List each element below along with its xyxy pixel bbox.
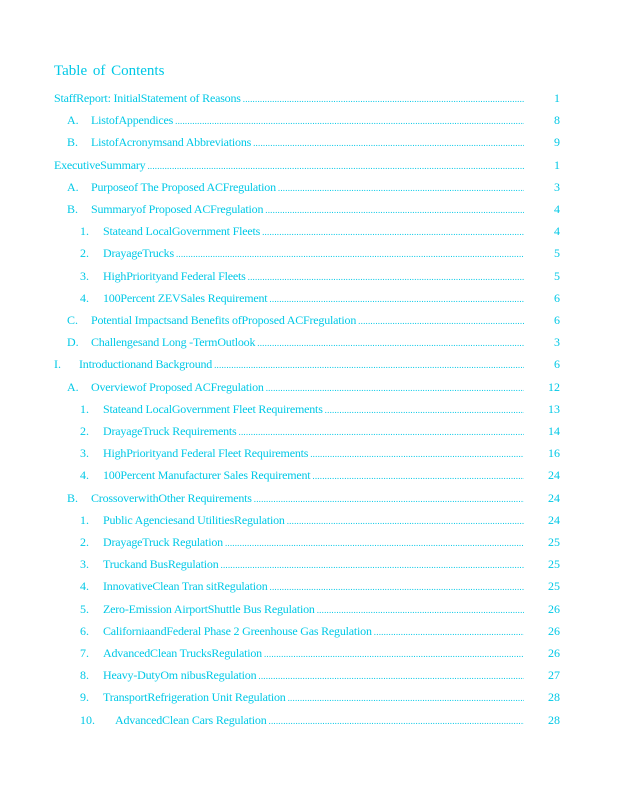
toc-entry-number: B. (67, 490, 79, 505)
toc-entry-number: A. (67, 179, 79, 194)
toc-entry[interactable] (80, 445, 560, 461)
toc-entry[interactable] (80, 223, 560, 239)
toc-entry-label: AdvancedClean TrucksRegulation (103, 646, 262, 660)
toc-entry-label: Challengesand Long -TermOutlook (91, 335, 256, 350)
toc-entry-number: C. (67, 313, 79, 327)
toc-dot-leader (278, 180, 524, 196)
toc-entry-label: DrayageTrucks (103, 246, 174, 261)
toc-entry-label: ExecutiveSummary (54, 157, 146, 172)
toc-entry-page: 1 (554, 157, 560, 172)
toc-entry-page: 6 (554, 290, 560, 305)
toc-entry-number: 3. (80, 557, 89, 572)
toc-entry-page: 6 (554, 357, 560, 372)
toc-entry-page: 13 (548, 401, 560, 416)
toc-entry[interactable] (80, 290, 560, 306)
toc-title: Table of Contents (54, 63, 165, 79)
toc-entry-page: 24 (548, 490, 560, 505)
toc-entry-page: 6 (554, 313, 560, 327)
toc-entry-page: 24 (548, 468, 560, 483)
toc-entry-label: CrossoverwithOther Requirements (91, 490, 252, 505)
toc-entry-label: Zero-Emission AirportShuttle Bus Regulation (103, 601, 315, 616)
toc-entry-label: HighPriorityand Federal Fleet Requirements (103, 446, 309, 461)
toc-entry-label: AdvancedClean Cars Regulation (115, 712, 267, 727)
toc-entry[interactable] (80, 512, 560, 528)
toc-dot-leader (269, 713, 525, 729)
toc-entry[interactable] (80, 689, 560, 705)
toc-entry-label: Heavy-DutyOm nibusRegulation (103, 668, 257, 683)
toc-entry-label: DrayageTruck Requirements (103, 424, 237, 438)
toc-dot-leader (310, 446, 524, 462)
toc-entry-page: 4 (554, 202, 560, 216)
toc-entry-page: 26 (548, 601, 560, 616)
toc-dot-leader (374, 624, 524, 640)
toc-entry-label: CaliforniaandFederal Phase 2 Greenhouse Gas Regulation (103, 623, 372, 638)
toc-entry-label: Truckand BusRegulation (103, 557, 219, 572)
toc-dot-leader (225, 535, 524, 551)
toc-entry[interactable] (80, 534, 560, 550)
toc-entry-number: 1. (80, 512, 89, 527)
toc-entry-page: 1 (554, 91, 560, 105)
toc-entry-label: Public Agenciesand UtilitiesRegulation (103, 512, 285, 527)
toc-entry[interactable] (67, 490, 560, 506)
toc-entry-label: InnovativeClean Tran sitRegulation (103, 579, 268, 594)
toc-entry[interactable] (80, 423, 560, 439)
toc-entry-label: 100Percent Manufacturer Sales Requirement (103, 468, 311, 483)
toc-entry[interactable] (80, 268, 560, 284)
toc-entry-page: 8 (554, 113, 560, 128)
toc-entry[interactable] (67, 134, 560, 150)
toc-dot-leader (175, 113, 524, 129)
toc-entry-number: A. (67, 379, 79, 394)
toc-entry-number: 4. (80, 579, 89, 594)
toc-entry-label: Stateand LocalGovernment Fleet Requirements (103, 401, 323, 416)
toc-dot-leader (270, 579, 524, 595)
toc-dot-leader (257, 335, 524, 351)
toc-entry-page: 9 (554, 135, 560, 150)
toc-entry-label: ListofAppendices (91, 113, 174, 128)
toc-entry-label: Purposeof The Proposed ACFregulation (91, 179, 276, 194)
toc-entry[interactable] (54, 356, 560, 372)
toc-entry-number: A. (67, 113, 79, 128)
toc-dot-leader (312, 468, 524, 484)
toc-entry-number: 2. (80, 535, 89, 549)
toc-dot-leader (288, 690, 524, 706)
toc-entry-number: 2. (80, 246, 89, 261)
toc-dot-leader (265, 202, 524, 218)
toc-dot-leader (262, 224, 524, 240)
toc-entry-page: 5 (554, 246, 560, 261)
toc-entry-page: 27 (548, 668, 560, 683)
toc-entry-page: 3 (554, 335, 560, 350)
toc-entry-page: 4 (554, 224, 560, 239)
toc-entry[interactable] (67, 201, 560, 217)
toc-entry-number: 3. (80, 446, 89, 461)
toc-entry-page: 26 (548, 623, 560, 638)
toc-entry[interactable] (80, 245, 560, 261)
toc-entry[interactable] (67, 312, 560, 328)
toc-entry[interactable] (67, 379, 560, 395)
toc-entry[interactable] (67, 334, 560, 350)
toc-entry-number: 5. (80, 601, 89, 616)
toc-entry-label: Introductionand Background (79, 357, 213, 372)
toc-dot-leader (287, 513, 524, 529)
toc-entry[interactable] (80, 601, 560, 617)
toc-dot-leader (325, 402, 524, 418)
toc-entry[interactable] (80, 556, 560, 572)
toc-entry-number: 4. (80, 290, 89, 305)
toc-entry-label: DrayageTruck Regulation (103, 535, 223, 549)
toc-dot-leader (258, 668, 524, 684)
toc-entry-page: 28 (548, 712, 560, 727)
toc-entry-label: StaffReport: InitialStatement of Reasons (54, 91, 241, 105)
toc-entry-label: Stateand LocalGovernment Fleets (103, 224, 261, 239)
toc-entry-number: 4. (80, 468, 89, 483)
toc-entry-number: 7. (80, 646, 89, 660)
toc-entry-label: HighPriorityand Federal Fleets (103, 268, 246, 283)
toc-dot-leader (221, 557, 525, 573)
toc-entry-page: 24 (548, 512, 560, 527)
toc-entry[interactable] (80, 623, 560, 639)
toc-entry-page: 5 (554, 268, 560, 283)
toc-dot-leader (358, 313, 524, 329)
toc-entry-page: 16 (548, 446, 560, 461)
toc-dot-leader (317, 602, 524, 618)
toc-entry[interactable] (80, 667, 560, 683)
toc-entry[interactable] (80, 578, 560, 594)
toc-entry[interactable] (80, 645, 560, 661)
toc-dot-leader (254, 491, 524, 507)
toc-entry-number: 1. (80, 401, 89, 416)
toc-dot-leader (214, 357, 524, 373)
toc-dot-leader (239, 424, 524, 440)
toc-dot-leader (264, 646, 524, 662)
toc-dot-leader (253, 135, 524, 151)
toc-entry-label: Overviewof Proposed ACFregulation (91, 379, 264, 394)
toc-dot-leader (176, 246, 524, 262)
toc-entry[interactable] (80, 467, 560, 483)
toc-entry-page: 28 (548, 690, 560, 705)
toc-entry[interactable] (80, 401, 560, 417)
toc-dot-leader (243, 91, 524, 107)
toc-entry-page: 25 (548, 557, 560, 572)
toc-entry-number: 1. (80, 224, 89, 239)
toc-entry-number: 3. (80, 268, 89, 283)
toc-entry-number: 6. (80, 623, 89, 638)
toc-dot-leader (147, 158, 524, 174)
toc-entry-number: I. (54, 357, 61, 372)
toc-entry[interactable] (67, 179, 560, 195)
toc-entry-number: 8. (80, 668, 89, 683)
toc-entry-page: 3 (554, 179, 560, 194)
toc-dot-leader (248, 269, 524, 285)
toc-entry-label: TransportRefrigeration Unit Regulation (103, 690, 286, 705)
toc-entry[interactable] (54, 90, 560, 106)
toc-entry-page: 12 (548, 379, 560, 394)
toc-entry[interactable] (54, 157, 560, 173)
toc-entry-label: Potential Impactsand Benefits ofProposed ACFregulation (91, 313, 357, 327)
toc-entry-number: D. (67, 335, 79, 350)
toc-entry-page: 26 (548, 646, 560, 660)
toc-entry-label: ListofAcronymsand Abbreviations (91, 135, 252, 150)
toc-entry-page: 14 (548, 424, 560, 438)
toc-entry-number: B. (67, 202, 79, 216)
toc-dot-leader (269, 291, 524, 307)
toc-entry-label: 100Percent ZEVSales Requirement (103, 290, 268, 305)
toc-entry[interactable] (67, 112, 560, 128)
toc-entry-number: 9. (80, 690, 89, 705)
toc-entry-number: B. (67, 135, 79, 150)
toc-entry-number: 2. (80, 424, 89, 438)
toc-entry-number: 10. (80, 712, 95, 727)
toc-entry-label: Summaryof Proposed ACFregulation (91, 202, 264, 216)
toc-entry-page: 25 (548, 535, 560, 549)
toc-dot-leader (266, 380, 524, 396)
toc-entry-page: 25 (548, 579, 560, 594)
toc-entry[interactable] (80, 712, 560, 728)
